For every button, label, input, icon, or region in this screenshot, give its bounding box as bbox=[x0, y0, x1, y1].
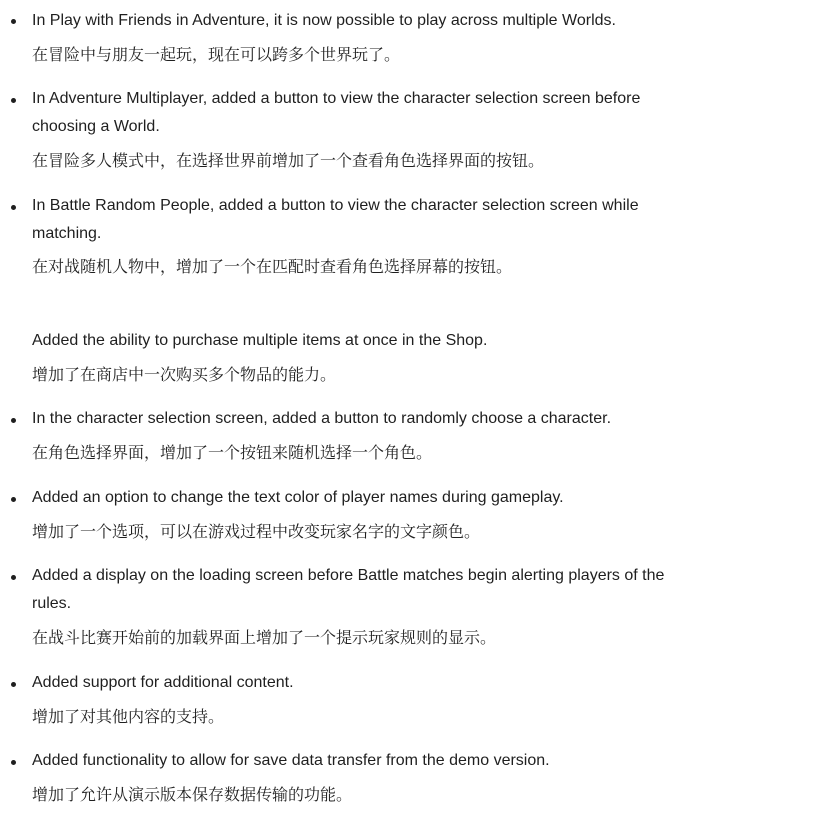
item-english-text: In the character selection screen, added a button to randomly choose a character. bbox=[32, 410, 612, 427]
item-english-text: In Play with Friends in Adventure, it is now possible to play across multiple Worlds. bbox=[32, 12, 616, 29]
item-chinese-text: 增加了对其他内容的支持。 bbox=[32, 707, 225, 726]
bullet-icon bbox=[11, 98, 16, 103]
item-english-text: In Battle Random People, added a button to view the character selection screen while matching. bbox=[32, 197, 639, 242]
item-chinese-text: 在角色选择界面，增加了一个按钮来随机选择一个角色。 bbox=[32, 443, 433, 462]
item-chinese-text: 在冒险多人模式中，在选择世界前增加了一个查看角色选择界面的按钮。 bbox=[32, 151, 545, 170]
item-english-text: Added a display on the loading screen before Battle matches begin alerting players of the rules. bbox=[32, 567, 665, 612]
bullet-icon bbox=[11, 19, 16, 24]
item-english-text: Added an option to change the text color of player names during gameplay. bbox=[32, 489, 564, 506]
bullet-icon bbox=[11, 418, 16, 423]
bullet-icon bbox=[11, 497, 16, 502]
item-chinese-text: 增加了在商店中一次购买多个物品的能力。 bbox=[32, 365, 337, 384]
item-chinese-text: 在对战随机人物中，增加了一个在匹配时查看角色选择屏幕的按钮。 bbox=[32, 257, 513, 276]
bullet-icon bbox=[11, 682, 16, 687]
item-chinese-text: 在战斗比赛开始前的加载界面上增加了一个提示玩家规则的显示。 bbox=[32, 628, 497, 647]
item-english-text: Added functionality to allow for save data transfer from the demo version. bbox=[32, 752, 550, 769]
item-english-text: Added the ability to purchase multiple items at once in the Shop. bbox=[32, 332, 488, 349]
item-chinese-text: 增加了允许从演示版本保存数据传输的功能。 bbox=[32, 785, 353, 804]
item-english-text: In Adventure Multiplayer, added a button to view the character selection screen before choosing a World. bbox=[32, 90, 641, 135]
bullet-icon bbox=[11, 205, 16, 210]
bullet-icon bbox=[11, 760, 16, 765]
item-chinese-text: 增加了一个选项，可以在游戏过程中改变玩家名字的文字颜色。 bbox=[32, 522, 481, 541]
item-english-text: Added support for additional content. bbox=[32, 674, 294, 691]
bullet-icon bbox=[11, 575, 16, 580]
item-chinese-text: 在冒险中与朋友一起玩，现在可以跨多个世界玩了。 bbox=[32, 45, 401, 64]
